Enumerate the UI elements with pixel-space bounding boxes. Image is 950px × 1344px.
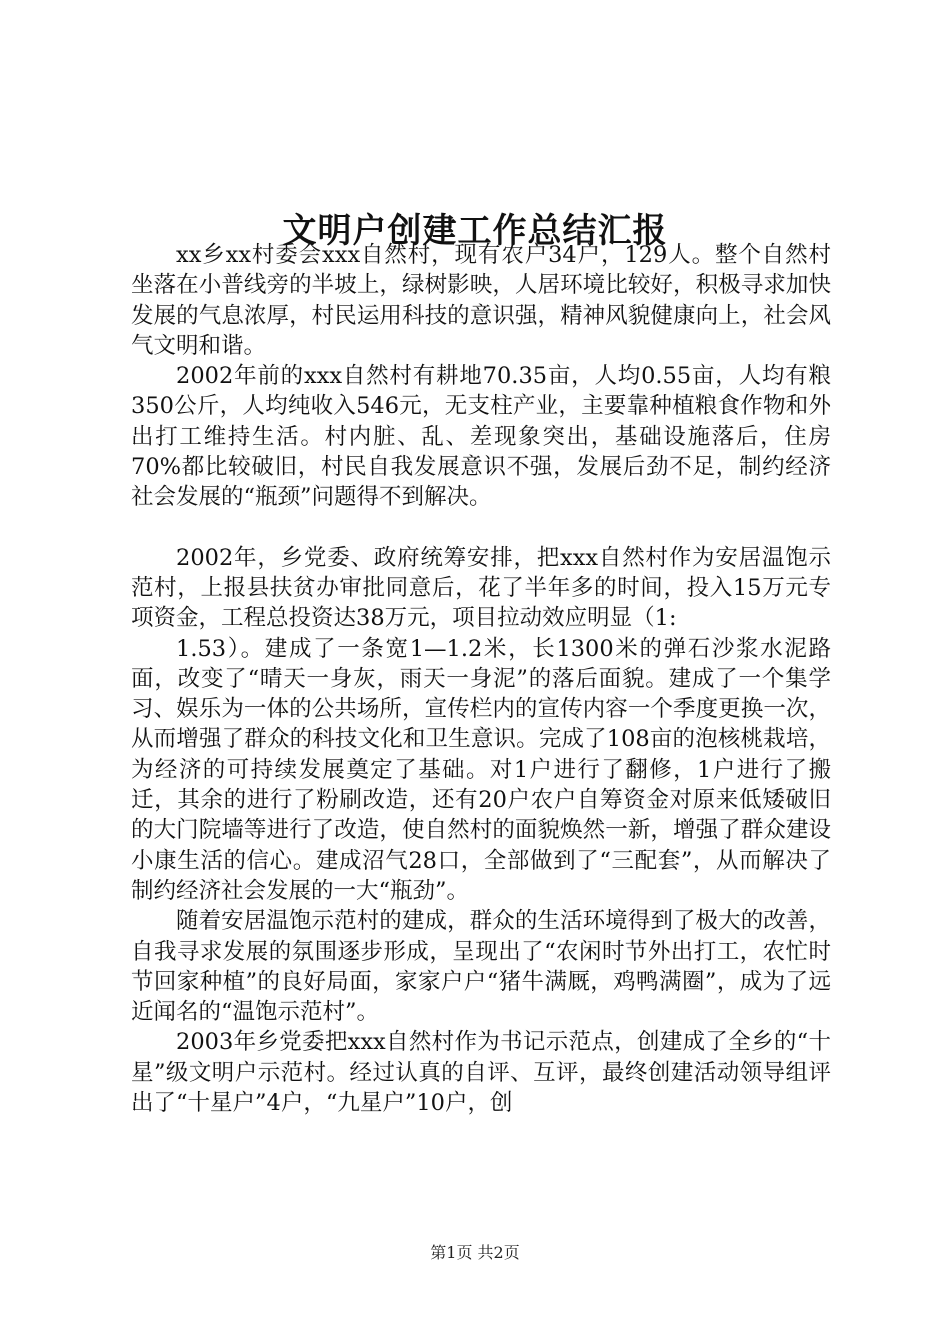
paragraph-gap [131,513,831,543]
paragraph: 随着安居温饱示范村的建成，群众的生活环境得到了极大的改善，自我寻求发展的氛围逐步形成，呈现出了“农闲时节外出打工，农忙时节回家种植”的良好局面，家家户户“猪牛满厩，鸡鸭满圈”，成为了远近闻名的“温饱示范村”。 [131,908,831,1026]
paragraph: xx乡xx村委会xxx自然村，现有农户34户，129人。整个自然村坐落在小普线旁的半坡上，绿树影映，人居环境比较好，积极寻求加快发展的气息浓厚，村民运用科技的意识强，精神风貌健康向上，社会风气文明和谐。 [131,242,831,359]
paragraph: 2003年乡党委把xxx自然村作为书记示范点，创建成了全乡的“十星”级文明户示范村。经过认真的自评、互评，最终创建活动领导组评出了“十星户”4户，“九星户”10户，创 [131,1029,831,1117]
paragraph: 2002年前的xxx自然村有耕地70.35亩，人均0.55亩，人均有粮350公斤，人均纯收入546元，无支柱产业，主要靠种植粮食作物和外出打工维持生活。村内脏、乱、差现象突出，基础设施落后，住房70%都比较破旧，村民自我发展意识不强，发展后劲不足，制约经济社会发展的“瓶颈”问题得不到解决。 [131,363,831,511]
page-number-footer: 第1页 共2页 [430,1243,520,1262]
paragraph: 1.53）。建成了一条宽1—1.2米，长1300米的弹石沙浆水泥路面，改变了“晴天一身灰，雨天一身泥”的落后面貌。建成了一个集学习、娱乐为一体的公共场所，宣传栏内的宣传内容一个季度更换一次，从而增强了群众的科技文化和卫生意识。完成了108亩的泡核桃栽培，为经济的可持续发展奠定了基础。对1户进行了翻修，1户进行了搬迁，其余的进行了粉刷改造，还有20户农户自筹资金对原来低矮破旧的大门院墙等进行了改造，使自然村的面貌焕然一新，增强了群众建设小康生活的信心。建成沼气28口，全部做到了“三配套”，从而解决了制约经济社会发展的一大“瓶劲”。 [131,635,831,904]
document-body [131,240,831,1118]
paragraph: 2002年，乡党委、政府统筹安排，把xxx自然村作为安居温饱示范村，上报县扶贫办审批同意后，花了半年多的时间，投入15万元专项资金，工程总投资达38万元，项目拉动效应明显（1: [131,544,831,632]
document-title: 文明户创建工作总结汇报 [282,210,668,251]
